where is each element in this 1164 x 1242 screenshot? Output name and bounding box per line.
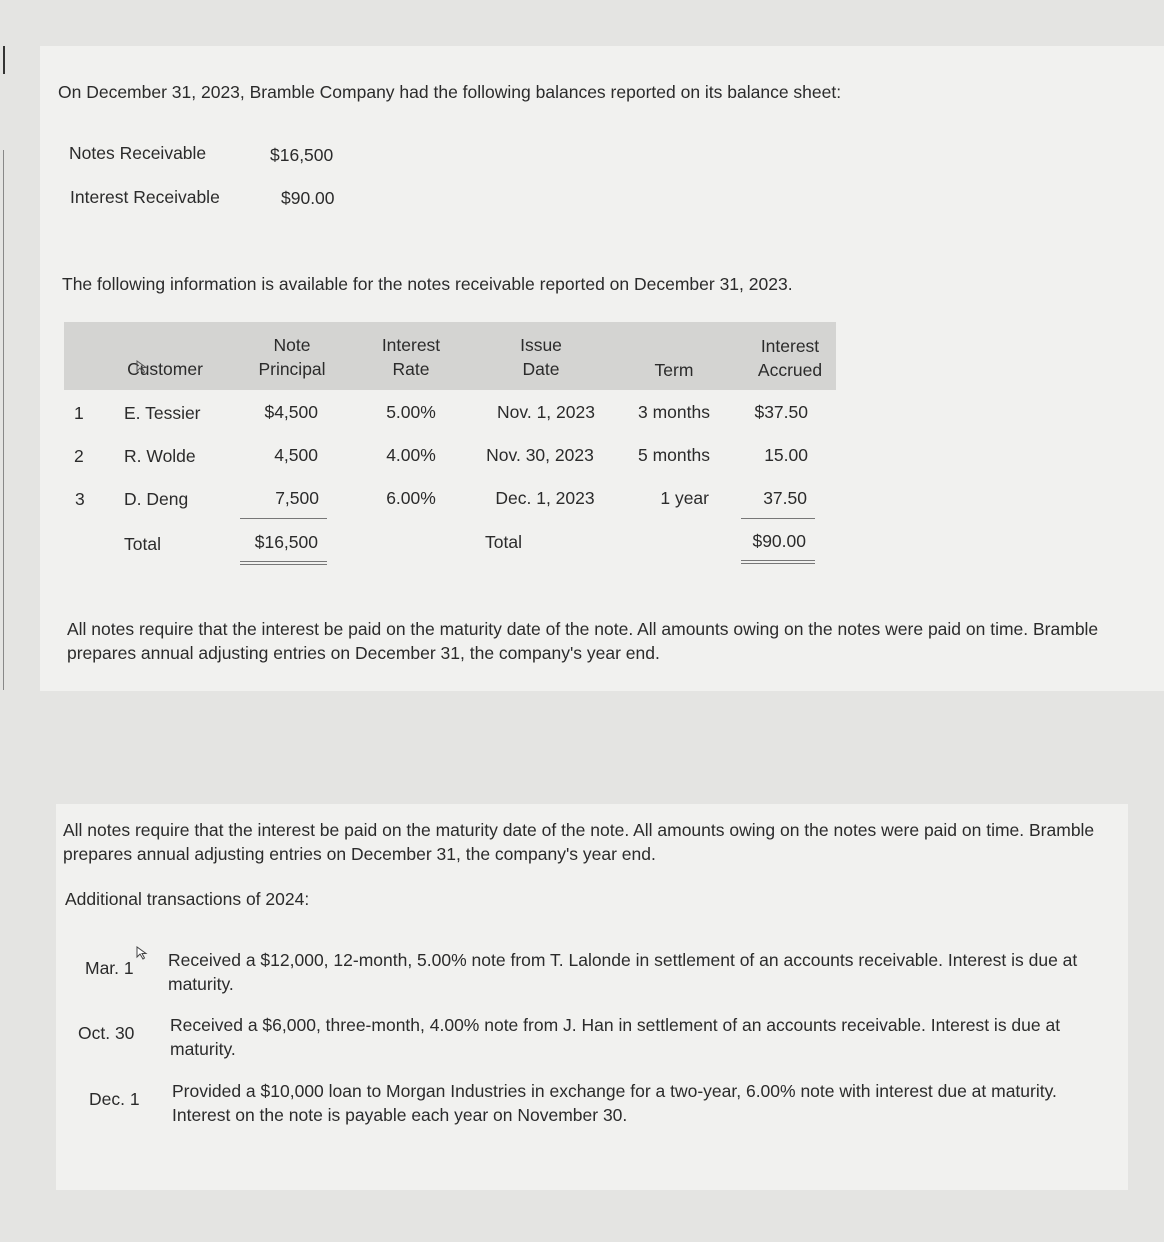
header-principal-line2: Principal	[258, 359, 326, 379]
header-customer: Customer	[127, 359, 203, 379]
row-issue-date: Nov. 1, 2023	[497, 402, 595, 422]
row-term: 5 months	[638, 445, 710, 465]
header-term: Term	[654, 360, 694, 380]
transaction-text: Received a $12,000, 12-month, 5.00% note from T. Lalonde in settlement of an accounts receivable. Interest is due at maturity.	[168, 950, 1078, 994]
balance-value-interest: $90.00	[281, 188, 335, 208]
transaction-date: Oct. 30	[78, 1023, 135, 1043]
row-number: 1	[74, 403, 84, 423]
row-principal: 4,500	[274, 445, 318, 465]
row-customer: E. Tessier	[124, 403, 201, 423]
left-edge-line	[3, 46, 5, 74]
row-term: 3 months	[638, 402, 710, 422]
balance-label-notes: Notes Receivable	[69, 143, 207, 163]
transaction-date: Dec. 1	[89, 1089, 140, 1109]
row-customer: D. Deng	[124, 489, 189, 509]
total-principal: $16,500	[254, 532, 318, 552]
intro-text: On December 31, 2023, Bramble Company had the following balances reported on its balance sheet:	[58, 82, 842, 102]
total-label: Total	[124, 534, 161, 554]
row-accrued: $37.50	[754, 402, 808, 422]
row-principal: 7,500	[275, 488, 319, 508]
subtotal-rule-accrued	[741, 518, 815, 519]
cursor-icon	[136, 360, 148, 374]
row-number: 2	[74, 446, 84, 466]
header-issue-line2: Date	[522, 359, 560, 379]
row-rate: 5.00%	[386, 402, 436, 422]
total-accrued: $90.00	[752, 531, 806, 551]
subtotal-rule-principal	[240, 518, 327, 519]
transaction-text: Received a $6,000, three-month, 4.00% note from J. Han in settlement of an accounts receivable. Interest is due at maturity.	[170, 1015, 1061, 1059]
double-rule-principal-2	[240, 564, 327, 565]
double-rule-accrued-2	[741, 563, 815, 564]
transaction-text: Provided a $10,000 loan to Morgan Industries in exchange for a two-year, 6.00% note with interest due at maturity. Interest on the note is payable each year on November 30.	[172, 1081, 1057, 1125]
left-edge-line-lower	[3, 150, 4, 690]
row-accrued: 37.50	[763, 488, 807, 508]
header-accrued-line2: Accrued	[757, 360, 823, 380]
header-principal-line1: Note	[273, 335, 311, 355]
header-rate-line2: Rate	[392, 359, 430, 379]
additional-title: Additional transactions of 2024:	[65, 889, 310, 909]
note-paragraph-bottom: All notes require that the interest be paid on the maturity date of the note. All amounts owing on the notes were paid on time. Bramble prepares annual adjusting entries on December 31, the company's year end.	[63, 820, 1095, 864]
row-term: 1 year	[660, 488, 709, 508]
row-issue-date: Nov. 30, 2023	[486, 445, 594, 465]
row-accrued: 15.00	[764, 445, 808, 465]
info-text: The following information is available for the notes receivable reported on December 31, 2023.	[62, 274, 793, 294]
double-rule-principal-1	[240, 561, 327, 562]
balance-label-interest: Interest Receivable	[70, 187, 220, 207]
header-issue-line1: Issue	[520, 335, 562, 355]
header-accrued-line1: Interest	[760, 336, 820, 356]
header-rate-line1: Interest	[381, 335, 441, 355]
row-customer: R. Wolde	[124, 446, 196, 466]
cursor-icon	[136, 946, 148, 960]
total-label-2: Total	[485, 532, 522, 552]
row-number: 3	[75, 489, 85, 509]
note-paragraph-top: All notes require that the interest be paid on the maturity date of the note. All amounts owing on the notes were paid on time. Bramble prepares annual adjusting entries on December 31, the company's year end.	[67, 619, 1099, 663]
row-issue-date: Dec. 1, 2023	[495, 488, 595, 508]
row-principal: $4,500	[264, 402, 318, 422]
balance-value-notes: $16,500	[270, 145, 334, 165]
transaction-date: Mar. 1	[85, 958, 134, 978]
row-rate: 6.00%	[386, 488, 436, 508]
double-rule-accrued-1	[741, 560, 815, 561]
row-rate: 4.00%	[386, 445, 436, 465]
